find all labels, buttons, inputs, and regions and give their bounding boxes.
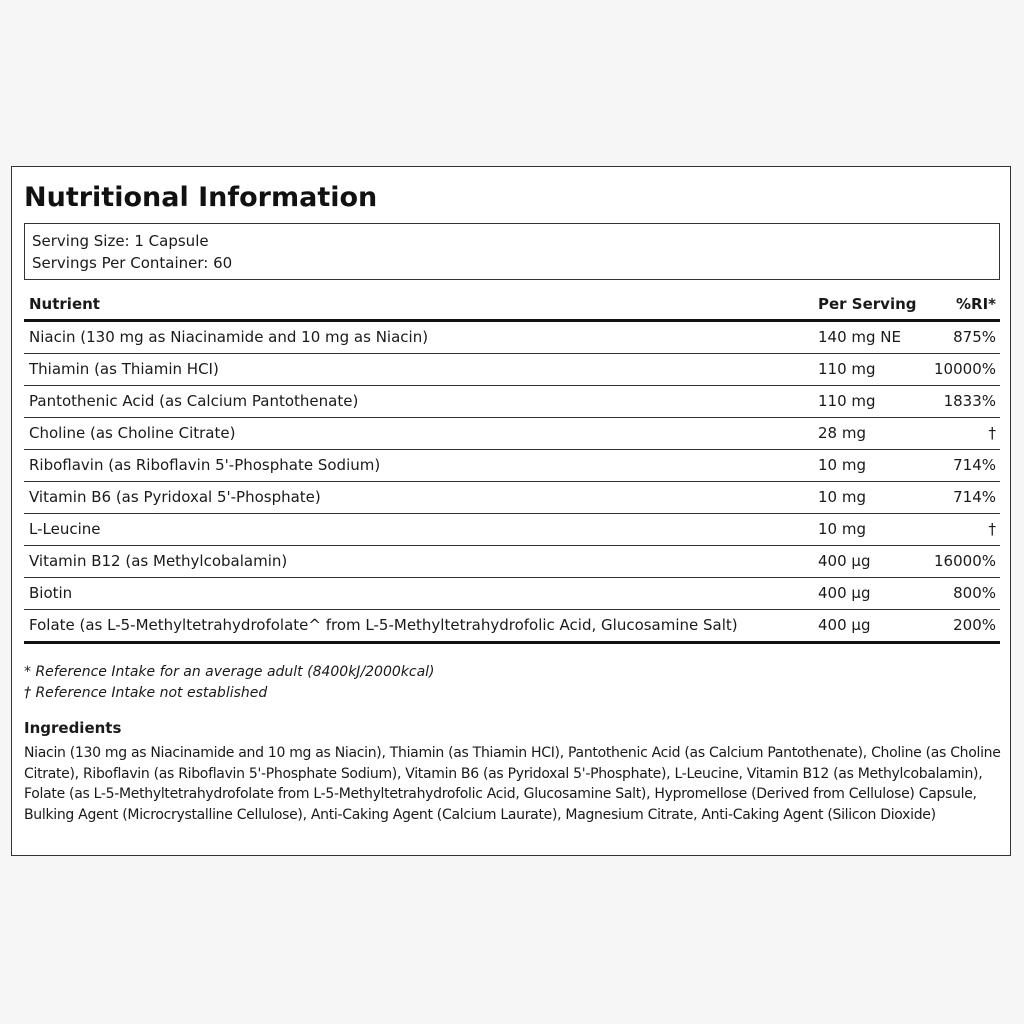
nutrient-name: Choline (as Choline Citrate) (29, 424, 236, 442)
nutrient-name: Vitamin B6 (as Pyridoxal 5'-Phosphate) (29, 488, 321, 506)
per-serving-value: 10 mg (818, 520, 866, 538)
servings-per-container: Servings Per Container: 60 (32, 254, 233, 272)
ri-value: 1833% (943, 392, 996, 410)
footnote-reference-intake: * Reference Intake for an average adult (8400kJ/2000kcal) (24, 664, 435, 680)
per-serving-value: 10 mg (818, 456, 866, 474)
nutrient-name: Pantothenic Acid (as Calcium Pantothenate) (29, 392, 359, 410)
per-serving-value: 10 mg (818, 488, 866, 506)
footnotes (24, 662, 1000, 704)
per-serving-value: 110 mg (818, 360, 876, 378)
panel-title: Nutritional Information (24, 182, 378, 213)
per-serving-value: 140 mg NE (818, 328, 901, 346)
per-serving-value: 400 µg (818, 616, 871, 634)
footnote-not-established: † Reference Intake not established (24, 685, 268, 701)
ingredients-text: Niacin (130 mg as Niacinamide and 10 mg as Niacin), Thiamin (as Thiamin HCI), Pantothenic Acid (as Calcium Pantothenate), Choline (as Choline Citrate), Riboflavin (as Riboflavin 5'-Phosphate Sodium), Vitamin B6 (as Pyridoxal 5'-Phosphate), L-Leucine, Vitamin B12 (as Methylcobalamin), Folate (as L-5-Methyltetrahydrofolate from L-5-Methyltetrahydrofolic Acid, Glucosamine Salt), Hypromellose (Derived from Cellulose) Capsule, Bulking Agent (Microcrystalline Cellulose), Anti-Caking Agent (Calcium Laurate), Magnesium Citrate, Anti-Caking Agent (Silicon Dioxide) (24, 745, 1001, 823)
table-row (24, 450, 1000, 482)
table-row (24, 322, 1000, 354)
per-serving-value: 400 µg (818, 552, 871, 570)
nutrient-name: Niacin (130 mg as Niacinamide and 10 mg as Niacin) (29, 328, 429, 346)
table-header-row (24, 290, 1000, 322)
nutrient-name: Vitamin B12 (as Methylcobalamin) (29, 552, 288, 570)
ingredients-heading: Ingredients (24, 719, 122, 737)
ri-value: 714% (953, 456, 996, 474)
ri-value: 16000% (934, 552, 996, 570)
table-row (24, 514, 1000, 546)
header-ri: %RI* (955, 295, 996, 313)
serving-size: Serving Size: 1 Capsule (32, 232, 209, 250)
table-row (24, 386, 1000, 418)
nutrient-name: L-Leucine (29, 520, 101, 538)
nutrient-name: Riboflavin (as Riboflavin 5'-Phosphate Sodium) (29, 456, 381, 474)
table-row (24, 354, 1000, 386)
table-row (24, 418, 1000, 450)
ri-value: 800% (953, 584, 996, 602)
nutrient-name: Biotin (29, 584, 73, 602)
ri-value: 10000% (934, 360, 996, 378)
ri-value: † (988, 424, 996, 442)
header-nutrient: Nutrient (29, 295, 100, 313)
ri-value: 714% (953, 488, 996, 506)
nutrient-name: Thiamin (as Thiamin HCI) (29, 360, 219, 378)
ri-value: 200% (953, 616, 996, 634)
nutrition-panel (11, 166, 1011, 856)
table-row (24, 482, 1000, 514)
per-serving-value: 28 mg (818, 424, 866, 442)
nutrient-name: Folate (as L-5-Methyltetrahydrofolate^ from L-5-Methyltetrahydrofolic Acid, Glucosamine Salt) (29, 616, 738, 634)
serving-info-box (24, 223, 1000, 280)
per-serving-value: 110 mg (818, 392, 876, 410)
ri-value: † (988, 520, 996, 538)
per-serving-value: 400 µg (818, 584, 871, 602)
table-row (24, 546, 1000, 578)
header-per-serving: Per Serving (818, 295, 917, 313)
nutrient-table (24, 290, 1000, 644)
ri-value: 875% (953, 328, 996, 346)
table-row (24, 610, 1000, 644)
table-row (24, 578, 1000, 610)
